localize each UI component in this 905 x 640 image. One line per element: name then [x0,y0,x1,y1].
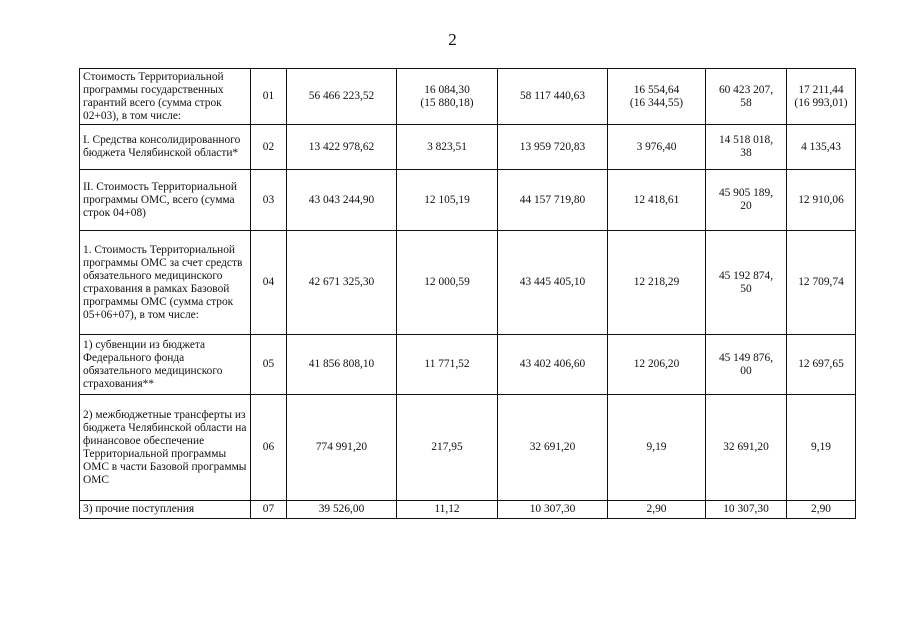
cell-value: 17 211,44 (16 993,01) [787,69,856,125]
cell-value: 39 526,00 [287,501,397,519]
cell-value: 44 157 719,80 [498,170,608,231]
cell-value: 32 691,20 [498,395,608,501]
table-row [80,501,856,519]
table-row [80,125,856,170]
cell-value: 12 105,19 [397,170,498,231]
cell-value: 12 418,61 [608,170,706,231]
row-code: 02 [251,125,287,170]
row-code: 03 [251,170,287,231]
row-description: 1) субвенции из бюджета Федерального фонда обязательного медицинского страхования** [80,335,251,395]
cell-value: 217,95 [397,395,498,501]
cell-value: 45 149 876, 00 [706,335,787,395]
cell-value: 12 206,20 [608,335,706,395]
cell-value: 58 117 440,63 [498,69,608,125]
cell-value: 12 000,59 [397,231,498,335]
cell-value: 45 905 189, 20 [706,170,787,231]
cell-value: 43 445 405,10 [498,231,608,335]
cell-value: 32 691,20 [706,395,787,501]
table-row [80,170,856,231]
cell-value: 11,12 [397,501,498,519]
cell-value: 41 856 808,10 [287,335,397,395]
row-code: 07 [251,501,287,519]
cell-value: 56 466 223,52 [287,69,397,125]
cell-value: 43 043 244,90 [287,170,397,231]
row-description: II. Стоимость Территориальной программы ОМС, всего (сумма строк 04+08) [80,170,251,231]
cell-value: 45 192 874, 50 [706,231,787,335]
cell-value: 16 554,64 (16 344,55) [608,69,706,125]
cell-value: 12 910,06 [787,170,856,231]
row-description: Стоимость Территориальной программы государственных гарантий всего (сумма строк 02+03), в том числе: [80,69,251,125]
row-description: 3) прочие поступления [80,501,251,519]
table-row [80,231,856,335]
cell-value: 2,90 [608,501,706,519]
cell-value: 16 084,30 (15 880,18) [397,69,498,125]
row-code: 01 [251,69,287,125]
cell-value: 2,90 [787,501,856,519]
cell-value: 774 991,20 [287,395,397,501]
page-number: 2 [448,30,457,49]
cell-value: 60 423 207, 58 [706,69,787,125]
row-code: 05 [251,335,287,395]
cell-value: 12 218,29 [608,231,706,335]
cell-value: 13 959 720,83 [498,125,608,170]
row-code: 04 [251,231,287,335]
cell-value: 10 307,30 [498,501,608,519]
cell-value: 12 697,65 [787,335,856,395]
cell-value: 3 823,51 [397,125,498,170]
table-row [80,69,856,125]
cell-value: 14 518 018, 38 [706,125,787,170]
cell-value: 13 422 978,62 [287,125,397,170]
cell-value: 42 671 325,30 [287,231,397,335]
cell-value: 9,19 [787,395,856,501]
cell-value: 4 135,43 [787,125,856,170]
table-row [80,395,856,501]
row-description: 2) межбюджетные трансферты из бюджета Челябинской области на финансовое обеспечение Территориальной программы ОМС в части Базовой программы ОМС [80,395,251,501]
table-row [80,335,856,395]
row-description: 1. Стоимость Территориальной программы ОМС за счет средств обязательного медицинского страхования в рамках Базовой программы ОМС (сумма строк 05+06+07), в том числе: [80,231,251,335]
cell-value: 9,19 [608,395,706,501]
cell-value: 10 307,30 [706,501,787,519]
cell-value: 3 976,40 [608,125,706,170]
cell-value: 11 771,52 [397,335,498,395]
cell-value: 12 709,74 [787,231,856,335]
row-code: 06 [251,395,287,501]
row-description: I. Средства консолидированного бюджета Челябинской области* [80,125,251,170]
budget-table [79,68,856,519]
cell-value: 43 402 406,60 [498,335,608,395]
